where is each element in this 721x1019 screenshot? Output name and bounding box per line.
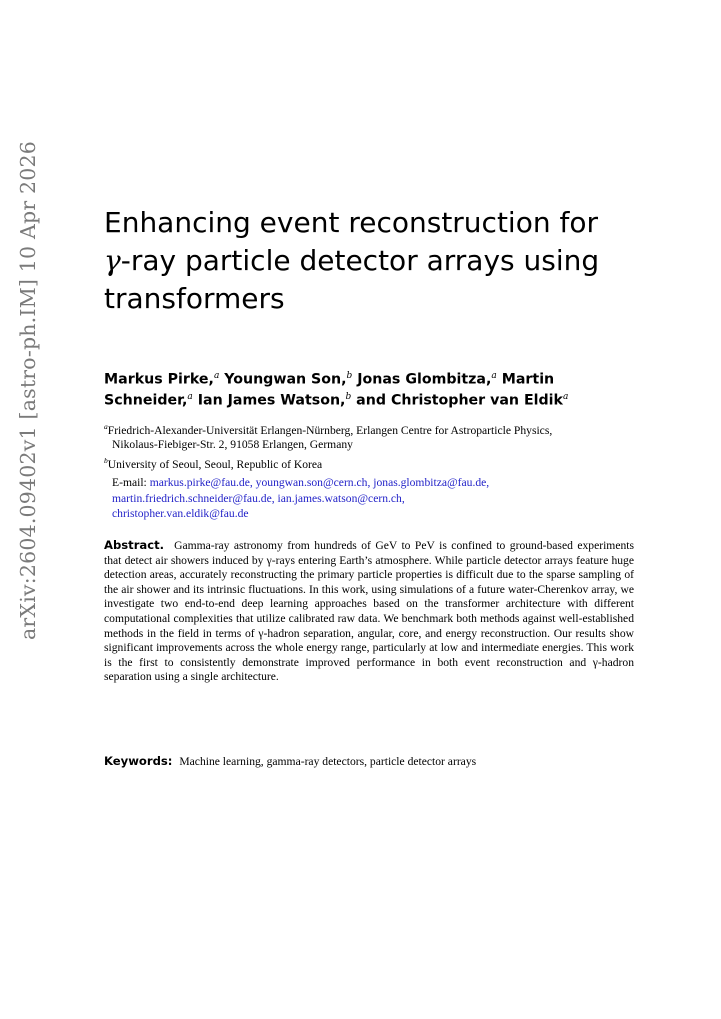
gamma-symbol: γ <box>104 244 121 277</box>
email-label: E-mail: <box>112 476 147 489</box>
email-link[interactable]: youngwan.son@cern.ch, <box>255 476 371 489</box>
abstract-label: Abstract. <box>104 538 165 552</box>
keywords <box>104 754 634 769</box>
title-line-2 <box>104 242 664 280</box>
affiliation-a-mark: a <box>104 422 108 431</box>
affiliation-a <box>104 420 664 453</box>
keywords-label: Keywords: <box>104 754 173 768</box>
email-link[interactable]: martin.friedrich.schneider@fau.de, <box>112 491 275 505</box>
email-link[interactable]: jonas.glombitza@fau.de, <box>373 476 490 489</box>
email-link[interactable]: markus.pirke@fau.de, <box>149 476 253 489</box>
title-line-2-text: -ray particle detector arrays using <box>120 244 600 277</box>
email-link[interactable]: ian.james.watson@cern.ch, <box>277 491 405 505</box>
affiliation-mark: a <box>187 391 193 402</box>
author-name: Youngwan Son, <box>224 371 347 388</box>
affiliation-mark: b <box>345 391 352 402</box>
author-name: Jonas Glombitza, <box>357 371 492 388</box>
arxiv-identifier-stamp: arXiv:2604.09402v1 [astro-ph.IM] 10 Apr 2026 <box>16 140 40 640</box>
title-line-1: Enhancing event reconstruction for <box>104 206 598 239</box>
author-name: Markus Pirke, <box>104 371 214 388</box>
affiliation-mark: a <box>491 371 497 381</box>
affiliation-mark: a <box>213 371 220 381</box>
affiliation-b <box>104 454 664 472</box>
paper-title <box>104 204 664 318</box>
author-name: Martin Schneider, <box>104 371 555 409</box>
author-name: and Christopher van Eldik <box>356 392 563 409</box>
title-line-3: transformers <box>104 282 285 315</box>
email-block <box>112 475 652 522</box>
email-link[interactable]: christopher.van.eldik@fau.de <box>112 507 249 520</box>
abstract-text: Gamma-ray astronomy from hundreds of GeV to PeV is confined to ground-based experiments that detect air showers induced by γ-rays entering Earth’s atmosphere. While particle detector arrays feature huge detection areas, accurately reconstructing the primary particle properties is difficult due to the sparse sampling of the air shower and its intrinsic fluctuations. In this work, using simulations of a future water-Cherenkov array, we investigate two end-to-end deep learning approaches based on the transformer architecture with different computational complexities that utilize calibrated raw data. We benchmark both methods against well-established methods in the field in terms of γ-hadron separation, angular, core, and energy reconstruction. Our results show significant improvements across the whole energy range, particularly at low and intermediate energies. This work is the first to consistently demonstrate improved performance in both event reconstruction and γ-hadron separation using a single architecture. <box>104 539 634 684</box>
affiliation-a-line-2: Nikolaus-Fiebiger-Str. 2, 91058 Erlangen, Germany <box>112 438 353 452</box>
affiliation-a-line-1: Friedrich-Alexander-Universität Erlangen-Nürnberg, Erlangen Centre for Astroparticle Physics, <box>107 423 553 437</box>
keywords-text: Machine learning, gamma-ray detectors, particle detector arrays <box>179 755 477 768</box>
author-name: Ian James Watson, <box>197 392 346 409</box>
abstract <box>104 538 634 685</box>
affiliation-mark: b <box>346 371 353 381</box>
affiliation-mark: a <box>562 391 569 402</box>
affiliation-b-line-1: University of Seoul, Seoul, Republic of Korea <box>107 457 323 471</box>
author-list <box>104 368 624 409</box>
affiliation-b-mark: b <box>104 456 108 465</box>
